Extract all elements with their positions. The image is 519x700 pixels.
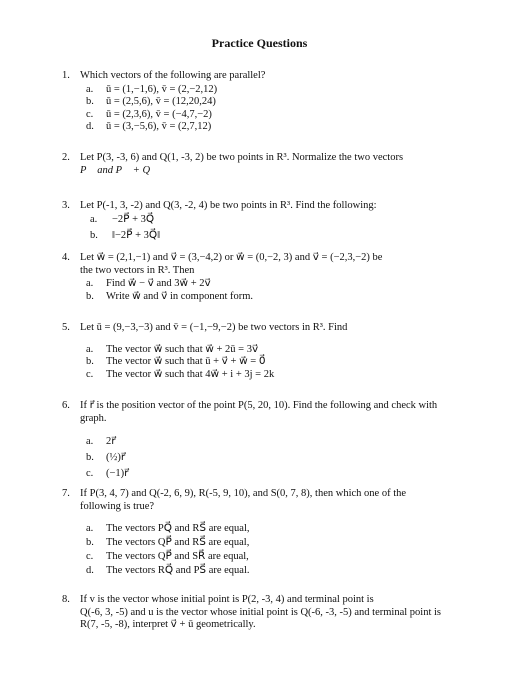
option-text: (½)r⃗: [106, 452, 126, 463]
question-number: 3.: [62, 200, 70, 211]
option-text: Find w⃗ − v⃗ and 3w⃗ + 2v⃗: [106, 278, 211, 289]
option-label: a.: [90, 213, 98, 225]
option-text: (−1)r⃗: [106, 468, 129, 479]
question-stem: If r⃗ is the position vector of the point P(5, 20, 10). Find the following and check with: [80, 400, 438, 411]
option-label: a.: [86, 523, 94, 534]
question-stem-line2: the two vectors in R³. Then: [80, 264, 195, 276]
option-a: [80, 344, 480, 357]
option-text: The vector w⃗ such that 4w⃗ + i + 3j = 2k: [106, 368, 275, 380]
question-stem: If P(3, 4, 7) and Q(-2, 6, 9), R(-5, 9, 10), and S(0, 7, 8), then which one of the: [80, 488, 407, 499]
option-a: [80, 214, 480, 227]
page-title: Practice Questions: [211, 36, 308, 50]
question-stem: Let ū = (9,−3,−3) and v̄ = (−1,−9,−2) be two vectors in R³. Find: [80, 322, 348, 333]
option-text: −2P⃗ + 3Q⃗: [112, 213, 155, 225]
option-b: [80, 230, 480, 243]
option-a: [80, 84, 480, 97]
question-number: 4.: [62, 252, 70, 263]
option-c: [80, 466, 480, 482]
question-7: [62, 488, 480, 578]
question-stem: Let w⃗ = (2,1,−1) and v⃗ = (3,−4,2) or w⃗ = (0,−2, 3) and v⃗ = (−2,3,−2) be: [80, 252, 383, 263]
question-stem-line2: P⃗ and P⃗ + Q⃗: [80, 164, 159, 176]
option-b: [80, 96, 480, 109]
option-c: [80, 550, 480, 564]
option-label: a.: [86, 278, 94, 289]
question-6: [62, 400, 480, 482]
option-text: Write w⃗ and v⃗ in component form.: [106, 290, 254, 302]
option-text: ū = (1,−1,6), v̄ = (2,−2,12): [106, 83, 218, 95]
question-number: 6.: [62, 400, 70, 411]
option-b: [80, 536, 480, 550]
option-text: ū = (3,−5,6), v̄ = (2,7,12): [106, 121, 212, 132]
option-label: c.: [86, 108, 94, 120]
question-stem-line2: Q(-6, 3, -5) and u is the vector whose initial point is Q(-6, -3, -5) and terminal point is: [80, 606, 442, 618]
option-label: a.: [86, 83, 94, 95]
question-stem-line2: following is true?: [80, 500, 155, 512]
option-a: [80, 278, 480, 291]
question-number: 2.: [62, 152, 70, 163]
option-label: b.: [86, 96, 94, 107]
option-label: b.: [86, 537, 94, 548]
option-text: ū = (2,3,6), v̄ = (−4,7,−2): [106, 108, 212, 120]
option-text: ū = (2,5,6), v̄ = (12,20,24): [106, 96, 216, 107]
question-number: 7.: [62, 488, 70, 499]
question-5: [62, 322, 480, 381]
option-label: a.: [86, 343, 94, 355]
question-number: 1.: [62, 70, 70, 81]
option-text: The vectors QP⃗ and SR⃗ are equal,: [106, 551, 249, 562]
question-stem: Let P(3, -3, 6) and Q(1, -3, 2) be two points in R³. Normalize the two vectors: [80, 152, 404, 163]
option-label: c.: [86, 468, 94, 479]
option-d: [80, 121, 480, 134]
option-label: b.: [90, 230, 98, 241]
option-b: [80, 450, 480, 466]
question-stem: Which vectors of the following are parallel?: [80, 70, 266, 81]
option-text: The vector w⃗ such that ū + v⃗ + w⃗ = 0⃗: [106, 356, 266, 367]
question-3: [62, 200, 480, 243]
question-stem: Let P(-1, 3, -2) and Q(3, -2, 4) be two points in R³. Find the following:: [80, 200, 377, 211]
question-number: 5.: [62, 322, 70, 333]
option-label: d.: [86, 565, 94, 576]
option-b: [80, 291, 480, 304]
option-label: c.: [86, 551, 94, 562]
option-d: [80, 564, 480, 578]
question-2: [62, 152, 480, 177]
question-4: [62, 252, 480, 303]
question-number: 8.: [62, 594, 70, 605]
option-text: The vectors RQ⃗ and PS⃗ are equal.: [106, 565, 250, 576]
option-text: 2r⃗: [106, 436, 116, 447]
question-stem-line2: graph.: [80, 412, 107, 424]
option-label: b.: [86, 452, 94, 463]
option-label: c.: [86, 368, 94, 380]
option-label: b.: [86, 356, 94, 367]
option-text: ‖−2P⃗ + 3Q⃗‖: [112, 230, 161, 241]
option-label: b.: [86, 290, 94, 302]
option-c: [80, 369, 480, 382]
question-stem-line3: R(7, -5, -8), interpret v⃗ + ū geometrically.: [80, 619, 256, 630]
option-label: d.: [86, 121, 94, 132]
option-label: a.: [86, 436, 94, 447]
option-a: [80, 434, 480, 450]
option-text: The vectors QP⃗ and RS⃗ are equal,: [106, 537, 250, 548]
option-b: [80, 356, 480, 369]
option-c: [80, 109, 480, 122]
question-8: [62, 594, 480, 632]
question-stem: If v is the vector whose initial point is P(2, -3, 4) and terminal point is: [80, 594, 374, 605]
question-1: [62, 70, 480, 134]
option-text: The vectors PQ⃗ and RS⃗ are equal,: [106, 523, 250, 534]
option-a: [80, 522, 480, 536]
option-text: The vector w⃗ such that w⃗ + 2ū = 3v⃗: [106, 343, 259, 355]
